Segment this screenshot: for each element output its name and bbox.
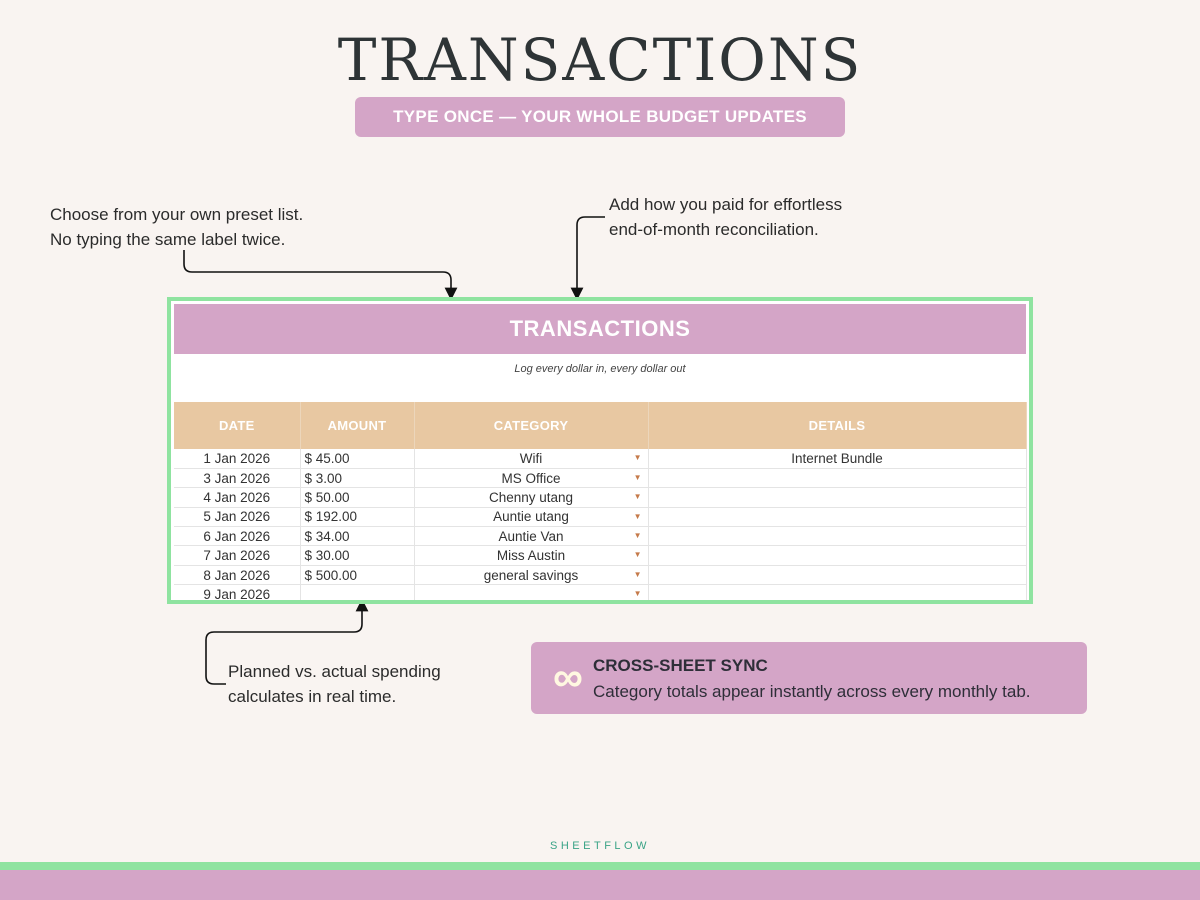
arrow-amount <box>206 605 362 684</box>
cell-category[interactable] <box>414 468 648 487</box>
table-row <box>174 449 1026 468</box>
cell-amount[interactable] <box>300 449 414 468</box>
dropdown-arrow-icon[interactable]: ▼ <box>633 550 642 560</box>
table-row <box>174 468 1026 487</box>
arrow-details <box>577 217 605 294</box>
annotation-amount-line: Planned vs. actual spending <box>228 662 441 681</box>
sheet-tagline: Log every dollar in, every dollar out <box>514 363 686 375</box>
annotation-category-line: Choose from your own preset list. <box>50 205 304 224</box>
transactions-table <box>174 402 1027 604</box>
cell-amount-value: $ 50.00 <box>304 489 350 505</box>
dropdown-arrow-icon[interactable]: ▼ <box>633 472 642 482</box>
table-row <box>174 488 1026 507</box>
cell-details[interactable] <box>648 488 1026 507</box>
cell-date-value: 3 Jan 2026 <box>203 470 271 486</box>
annotation-details-line: end-of-month reconciliation. <box>609 220 819 239</box>
dropdown-arrow-icon[interactable]: ▼ <box>633 453 642 462</box>
spreadsheet-preview <box>167 297 1033 604</box>
cross-sheet-sync-card <box>531 642 1087 714</box>
cell-date[interactable] <box>174 468 300 487</box>
cell-category-value: Miss Austin <box>496 548 566 564</box>
cell-date-value: 9 Jan 2026 <box>203 586 271 602</box>
sheet-title: TRANSACTIONS <box>174 304 1026 354</box>
dropdown-arrow-icon[interactable]: ▼ <box>633 589 642 599</box>
cell-date[interactable] <box>174 488 300 507</box>
cell-amount-value: $ 3.00 <box>304 470 343 486</box>
infinity-icon: ∞ <box>553 653 583 700</box>
cell-amount[interactable] <box>300 488 414 507</box>
table-row <box>174 507 1026 526</box>
dropdown-arrow-icon[interactable]: ▼ <box>633 531 642 541</box>
column-header-details: DETAILS <box>648 402 1026 449</box>
cell-amount[interactable] <box>300 468 414 487</box>
cell-category[interactable] <box>414 449 648 468</box>
cell-date-value: 7 Jan 2026 <box>203 548 271 564</box>
sync-card-title: CROSS-SHEET SYNC <box>593 656 768 675</box>
cell-date-value: 4 Jan 2026 <box>203 489 271 505</box>
cell-category-value: general savings <box>483 567 579 583</box>
cell-date[interactable] <box>174 585 300 604</box>
column-header-date: DATE <box>174 402 300 449</box>
cell-details[interactable] <box>648 449 1026 468</box>
dropdown-arrow-icon[interactable]: ▼ <box>633 492 642 502</box>
table-row <box>174 565 1026 584</box>
table-header-row <box>174 402 1026 449</box>
cell-date-value: 1 Jan 2026 <box>203 450 271 466</box>
sync-card-text: Category totals appear instantly across every monthly tab. <box>593 682 1031 701</box>
cell-details[interactable] <box>648 565 1026 584</box>
cell-category-value: Wifi <box>519 450 543 466</box>
cell-amount[interactable] <box>300 585 414 604</box>
brand-wordmark: SHEETFLOW <box>550 840 650 852</box>
cell-date-value: 8 Jan 2026 <box>203 567 271 583</box>
cell-category[interactable] <box>414 565 648 584</box>
cell-date[interactable] <box>174 449 300 468</box>
cell-details[interactable] <box>648 468 1026 487</box>
cell-date-value: 5 Jan 2026 <box>203 509 271 525</box>
dropdown-arrow-icon[interactable]: ▼ <box>633 511 642 521</box>
cell-category-value: MS Office <box>501 470 561 486</box>
cell-category-value: Auntie utang <box>493 509 569 525</box>
column-header-amount: AMOUNT <box>300 402 414 449</box>
annotation-category-line: No typing the same label twice. <box>50 230 286 249</box>
footer-bar-pink <box>0 870 1200 900</box>
cell-date[interactable] <box>174 507 300 526</box>
table-row <box>174 585 1026 604</box>
cell-category[interactable] <box>414 488 648 507</box>
cell-amount-value: $ 192.00 <box>304 509 358 525</box>
cell-date[interactable] <box>174 546 300 565</box>
cell-details-value: Internet Bundle <box>791 450 883 466</box>
cell-amount[interactable] <box>300 527 414 546</box>
cell-category[interactable] <box>414 585 648 604</box>
cell-amount-value: $ 500.00 <box>304 567 358 583</box>
cell-date-value: 6 Jan 2026 <box>203 528 271 544</box>
column-header-category: CATEGORY <box>414 402 648 449</box>
footer-bar-green <box>0 862 1200 870</box>
cell-amount-value: $ 45.00 <box>304 450 350 466</box>
table-row <box>174 527 1026 546</box>
cell-category[interactable] <box>414 546 648 565</box>
table-row <box>174 546 1026 565</box>
annotation-details-line: Add how you paid for effortless <box>609 195 843 214</box>
cell-date[interactable] <box>174 565 300 584</box>
page-title: TRANSACTIONS <box>337 26 863 94</box>
arrow-category <box>184 250 451 294</box>
cell-amount-value: $ 34.00 <box>304 528 350 544</box>
annotation-amount-line: calculates in real time. <box>228 687 397 706</box>
cell-amount[interactable] <box>300 546 414 565</box>
cell-category-value: Chenny utang <box>488 489 574 505</box>
cell-amount[interactable] <box>300 565 414 584</box>
cell-details[interactable] <box>648 527 1026 546</box>
cell-details[interactable] <box>648 507 1026 526</box>
cell-category[interactable] <box>414 527 648 546</box>
cell-date[interactable] <box>174 527 300 546</box>
cell-details[interactable] <box>648 546 1026 565</box>
cell-amount[interactable] <box>300 507 414 526</box>
subtitle-banner: TYPE ONCE — YOUR WHOLE BUDGET UPDATES <box>355 97 845 137</box>
cell-amount-value: $ 30.00 <box>304 548 350 564</box>
cell-details[interactable] <box>648 585 1026 604</box>
cell-category[interactable] <box>414 507 648 526</box>
dropdown-arrow-icon[interactable]: ▼ <box>633 569 642 579</box>
cell-category-value: Auntie Van <box>498 528 564 544</box>
